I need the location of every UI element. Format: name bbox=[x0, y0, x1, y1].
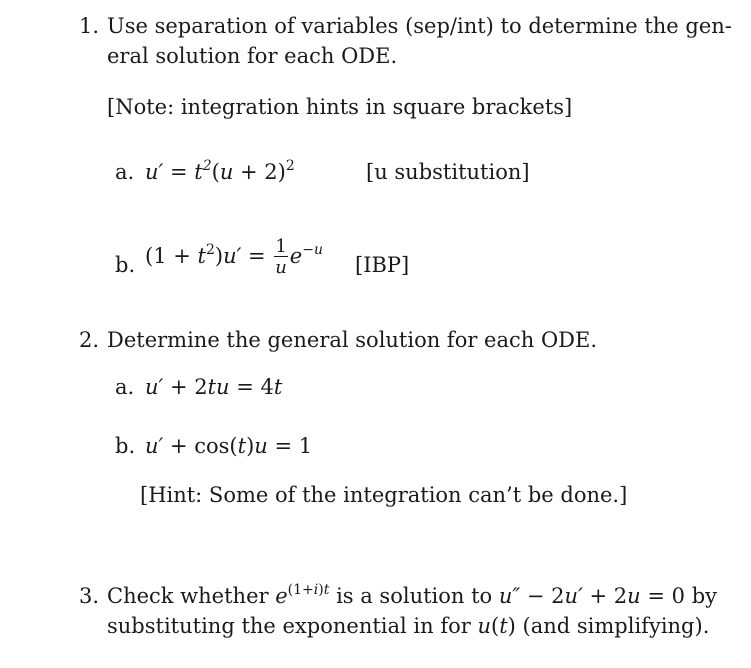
problem-2b-label: b. bbox=[115, 434, 136, 458]
problem-2a-label: a. bbox=[115, 375, 135, 399]
problem-3-text-tail: by bbox=[691, 584, 717, 608]
problem-3-number: 3. bbox=[79, 584, 100, 608]
problem-1a-label: a. bbox=[115, 160, 135, 184]
problem-1-note: [Note: integration hints in square brackets] bbox=[107, 95, 573, 119]
problem-2-hint: [Hint: Some of the integration can’t be done.] bbox=[140, 483, 628, 507]
problem-1b-equation: $(1 + t^2)u'$ = $\frac{1}{u}$ $e^{-u}$ bbox=[145, 236, 323, 278]
problem-1a-hint: [u substitution] bbox=[366, 160, 530, 184]
problem-3-line2 bbox=[107, 614, 709, 638]
problem-3-line1 bbox=[107, 584, 717, 608]
problem-1-text-line2: eral solution for each ODE. bbox=[107, 44, 398, 68]
problem-2-text: Determine the general solution for each ODE. bbox=[107, 328, 598, 352]
fraction-one-over-u: $\frac{1}{u}$ bbox=[275, 236, 287, 278]
problem-1-number: 1. bbox=[79, 14, 100, 38]
problem-2-number: 2. bbox=[79, 328, 100, 352]
problem-1-text-line1: Use separation of variables (sep/int) to determine the gen- bbox=[107, 14, 732, 38]
problem-1b-label: b. bbox=[115, 253, 136, 277]
problem-3-text-line2-end: (and simplifying). bbox=[522, 614, 710, 638]
problem-1b-hint: [IBP] bbox=[355, 253, 410, 277]
u-of-t: u(t) bbox=[477, 614, 516, 638]
problem-1a-equation: $u' = t^2(u + 2)^2$ bbox=[145, 158, 295, 184]
problem-2a-equation: u′ + 2tu = 4t bbox=[145, 375, 283, 399]
problem-3-ode: u″ − 2u′ + 2u = 0 bbox=[498, 584, 685, 608]
problem-3-text-mid: is a solution to bbox=[336, 584, 493, 608]
problem-3-text-start: Check whether bbox=[107, 584, 269, 608]
exponential-expression: $e^{(1+i)t}$ bbox=[275, 582, 330, 608]
problem-2b-equation: u′ + cos(t)u = 1 bbox=[145, 434, 313, 458]
problem-3-text-line2-start: substituting the exponential in for bbox=[107, 614, 471, 638]
